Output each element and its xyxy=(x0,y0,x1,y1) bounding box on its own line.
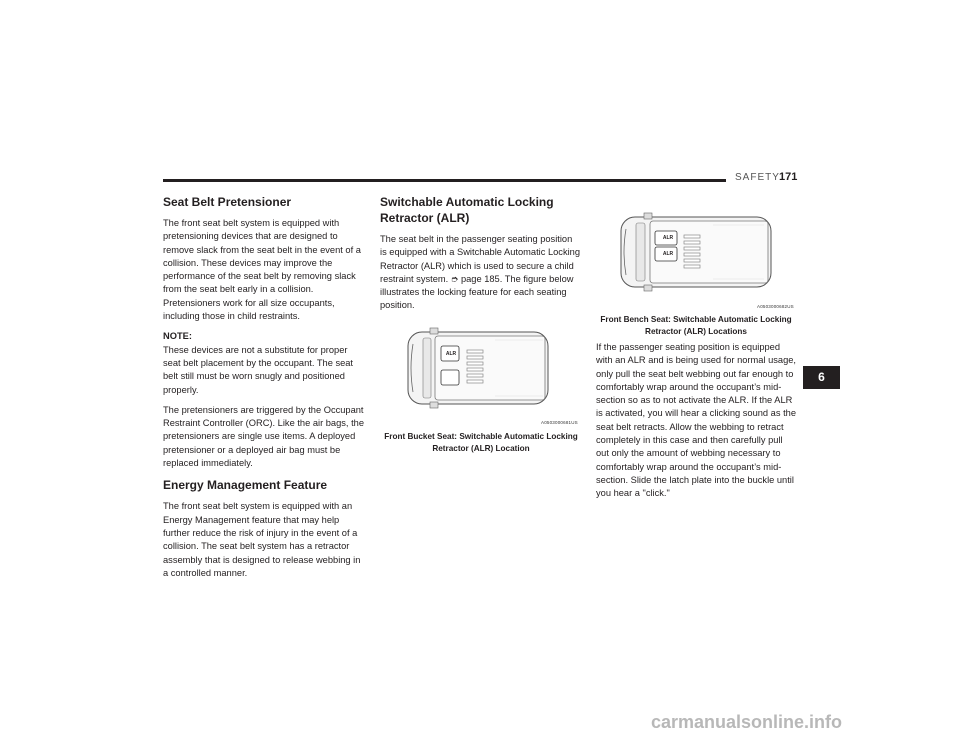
alr-text-after: The figure below illustrates the locking feature for each seating position. xyxy=(380,273,574,311)
note-text: These devices are not a substitute for proper seat belt placement by the occupant. The seat belt still must be worn snugly and positioned properly. xyxy=(163,344,354,395)
note-label: NOTE: xyxy=(163,331,192,342)
alr-text-before: The seat belt in the passenger seating position is equipped with a Switchable Automatic Locking Retractor (ALR) which is used to secure a child restraint system. xyxy=(380,234,581,284)
chapter-tab[interactable]: 6 xyxy=(803,366,840,389)
figure-code: A0503000681US xyxy=(541,420,578,425)
alr-label-bottom: ALR xyxy=(662,251,674,257)
header-rule xyxy=(163,179,726,182)
paragraph-alr xyxy=(380,233,580,313)
van-top-view-bench-illustration xyxy=(618,211,778,293)
heading-alr: Switchable Automatic Locking Retractor (ALR) xyxy=(380,195,554,225)
figure-bench-seat xyxy=(618,211,778,293)
column-right xyxy=(596,341,798,508)
alr-label: ALR xyxy=(445,351,457,357)
figure-caption-bench: Front Bench Seat: Switchable Automatic Locking Retractor (ALR) Locations xyxy=(600,315,792,336)
column-left xyxy=(163,194,365,587)
heading-seat-belt-pretensioner: Seat Belt Pretensioner xyxy=(163,195,292,209)
paragraph-alr-usage: If the passenger seating position is equipped with an ALR and is being used for normal usage, only pull the seat belt webbing out far enough to comfortably wrap around the occupant’s mid-section so as to not activate the ALR. If the ALR is activated, you will hear a clicking sound as the seat belt retracts. Allow the webbing to retract completely in this case and then carefully pull out only the amount of webbing necessary to comfortably wrap around the occupant’s mid-section. Slide the latch plate into the buckle until you hear a "click." xyxy=(596,342,797,499)
page-ref-link[interactable]: page 185. xyxy=(460,273,503,284)
figure-bucket-seat xyxy=(405,326,555,410)
footer-watermark: carmanualsonline.info xyxy=(651,712,843,732)
van-top-view-bucket-illustration xyxy=(405,326,555,410)
heading-energy-management: Energy Management Feature xyxy=(163,478,328,493)
page-ref-arrow-icon: ➮ xyxy=(450,273,459,284)
figure-caption-bucket: Front Bucket Seat: Switchable Automatic Locking Retractor (ALR) Location xyxy=(384,432,578,453)
note-block xyxy=(163,330,365,396)
paragraph-energy: The front seat belt system is equipped with an Energy Management feature that may help further reduce the risk of injury in the event of a collision. The seat belt system has a retractor assembly that is designed to release webbing in a controlled manner. xyxy=(163,501,361,578)
figure-code-bench: A0503000682US xyxy=(757,304,794,309)
paragraph-pretensioner: The front seat belt system is equipped with pretensioning devices that are designed to remove slack from the seat belt in the event of a collision. These devices may improve the performance of the seat belt by removing slack from the seat belt early in a collision. Pretensioners work for all size occupants, including those in child restraints. xyxy=(163,218,361,322)
paragraph-orc: The pretensioners are triggered by the Occupant Restraint Controller (ORC). Like the air bags, the pretensioners are single use items. A deployed pretensioner or a deployed air bag must be replaced immediately. xyxy=(163,404,364,469)
page-number: 171 xyxy=(779,171,798,183)
alr-label-top: ALR xyxy=(662,235,674,241)
section-title: SAFETY xyxy=(735,172,780,183)
column-middle xyxy=(380,194,580,320)
